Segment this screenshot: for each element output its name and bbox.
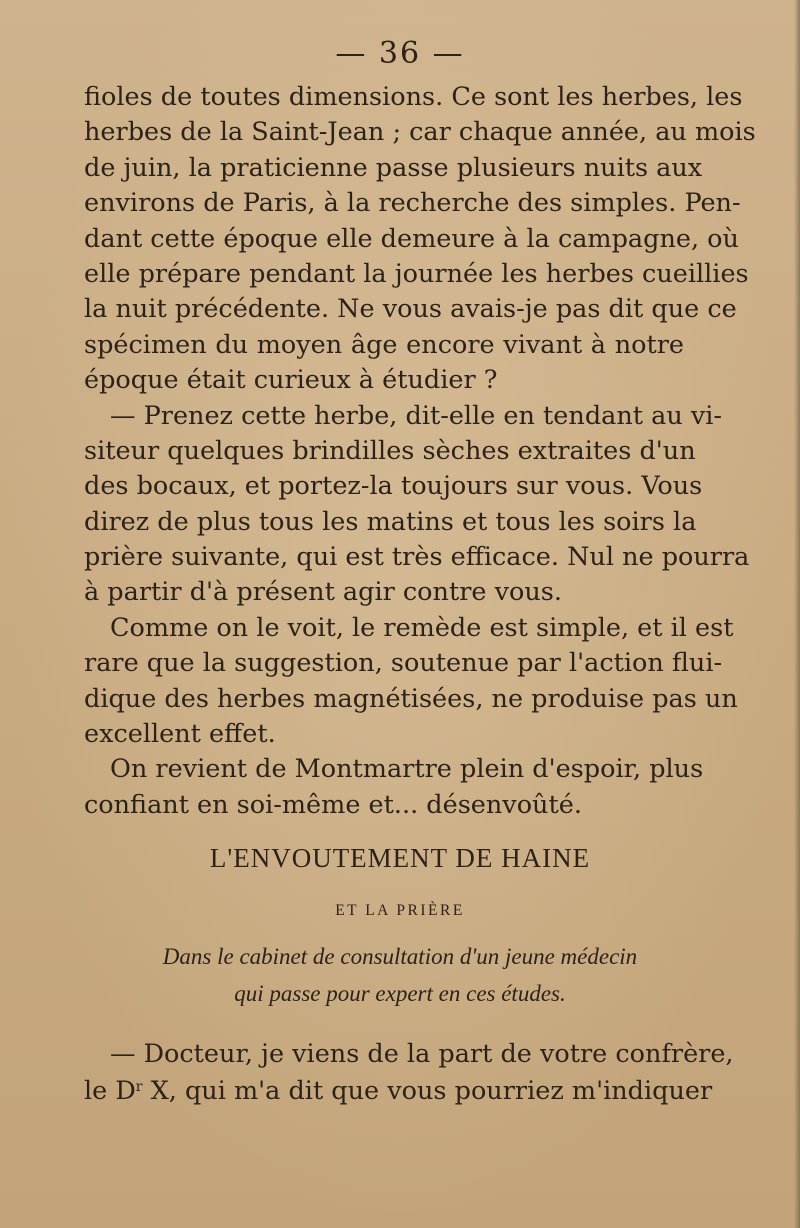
text-line: des bocaux, et portez-la toujours sur vous. Vous [84, 471, 703, 502]
page-edge-shadow [794, 0, 800, 1228]
passage-2 [84, 1036, 734, 1110]
text-line: de juin, la praticienne passe plusieurs nuits aux [84, 152, 703, 183]
text-line: Comme on le voit, le remède est simple, et il est [110, 612, 734, 643]
text-line: environs de Paris, à la recherche des simples. Pen- [84, 188, 741, 219]
text-line: siteur quelques brindilles sèches extraites d'un [84, 435, 696, 466]
text-line: — Docteur, je viens de la part de votre confrère, [110, 1039, 734, 1069]
page-number: — 36 — [335, 36, 465, 71]
section-subtitle: ET LA PRIÈRE [335, 902, 465, 919]
text-line: à partir d'à présent agir contre vous. [84, 577, 562, 608]
text-line: la nuit précédente. Ne vous avais-je pas dit que ce [84, 294, 737, 325]
text-fragment: X, qui m'a dit que vous pourriez m'indiquer [142, 1076, 713, 1106]
text-line: fioles de toutes dimensions. Ce sont les herbes, les [84, 82, 743, 112]
text-line: confiant en soi-même et... désenvoûté. [84, 789, 582, 820]
text-fragment: le D [84, 1076, 136, 1106]
text-line: excellent effet. [84, 719, 276, 750]
text-line: dique des herbes magnétisées, ne produise pas un [84, 683, 738, 714]
text-line [84, 1073, 713, 1110]
text-line: herbes de la Saint-Jean ; car chaque année, au mois [84, 117, 756, 148]
text-line: — Prenez cette herbe, dit-elle en tendant au vi- [110, 400, 723, 431]
text-line: dant cette époque elle demeure à la campagne, où [84, 223, 739, 254]
text-line: prière suivante, qui est très efficace. Nul ne pourra [84, 542, 750, 573]
text-line: époque était curieux à étudier ? [84, 365, 498, 396]
text-line: rare que la suggestion, soutenue par l'action flui- [84, 648, 723, 679]
text-line: elle prépare pendant la journée les herbes cueillies [84, 258, 749, 289]
text-line: On revient de Montmartre plein d'espoir, plus [110, 754, 704, 785]
text-line: direz de plus tous les matins et tous les soirs la [84, 506, 697, 537]
text-line: spécimen du moyen âge encore vivant à notre [84, 329, 684, 360]
scene-note-line-1: Dans le cabinet de consultation d'un jeune médecin [162, 944, 638, 969]
passage-1 [84, 80, 756, 823]
superscript: r [135, 1079, 143, 1095]
scene-note-line-2: qui passe pour expert en ces études. [234, 981, 566, 1006]
section-title: L'ENVOUTEMENT DE HAINE [209, 843, 591, 873]
